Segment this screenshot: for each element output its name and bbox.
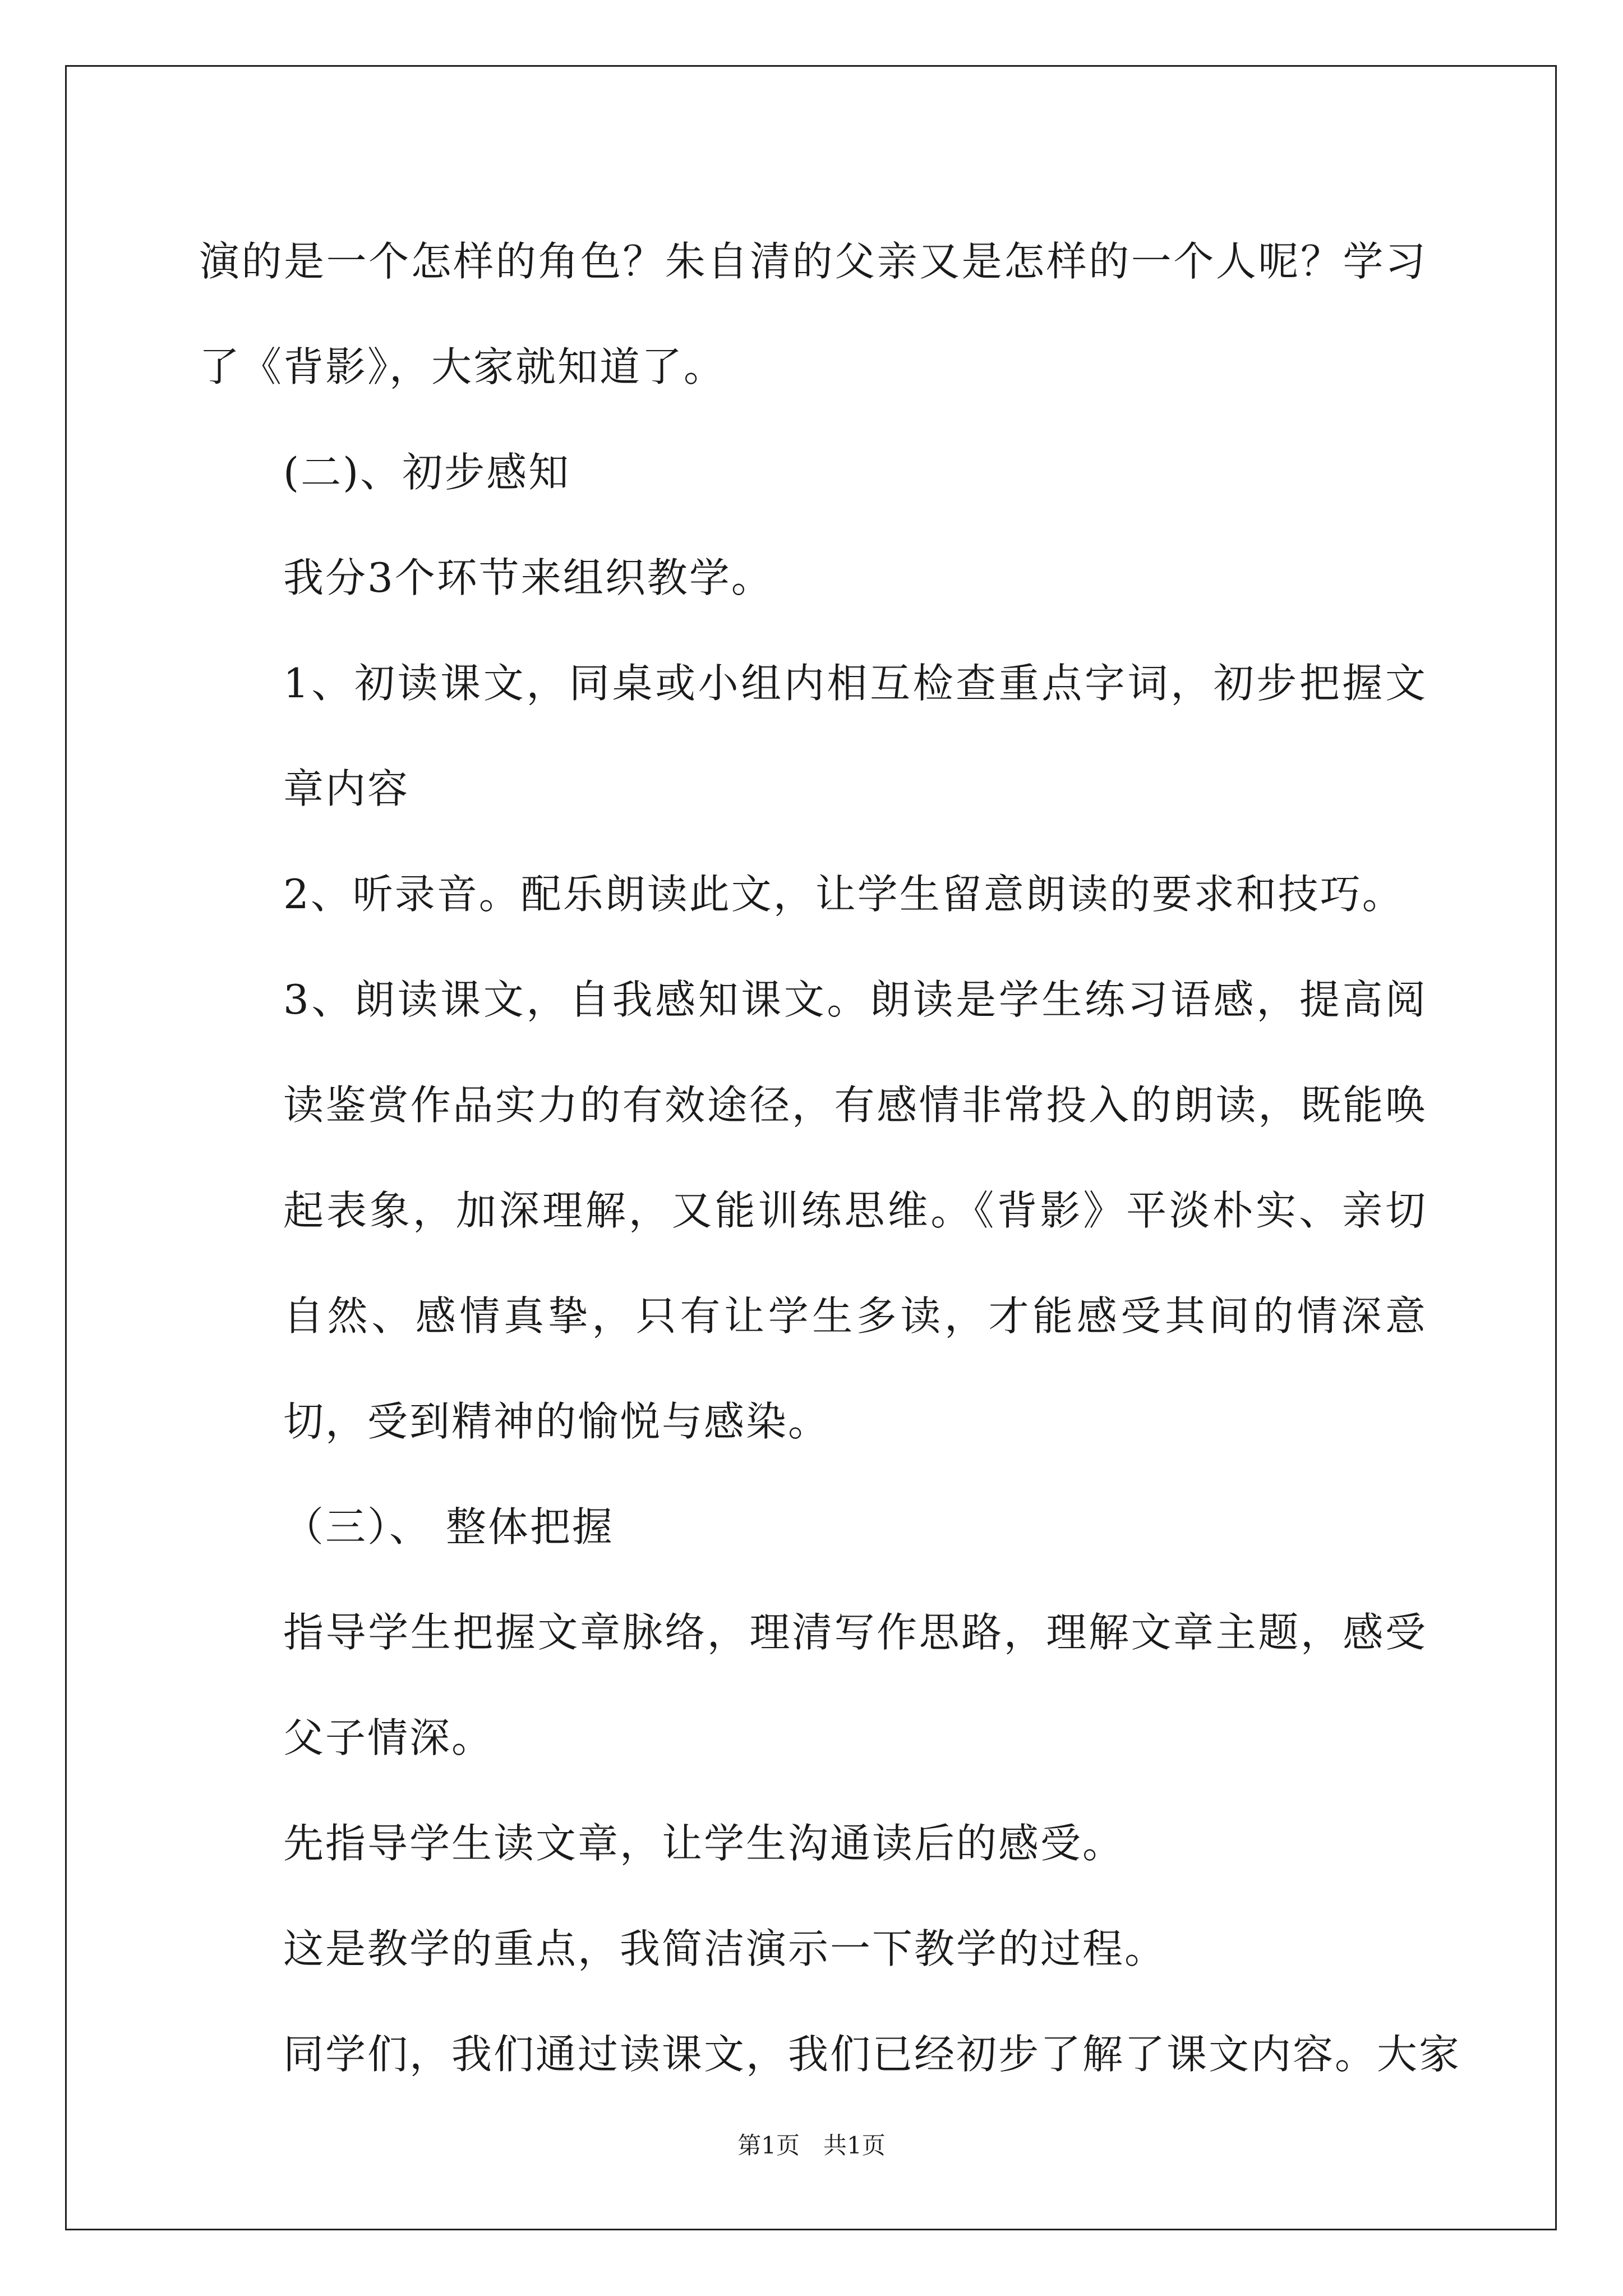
- paragraph: 我分3个环节来组织教学。: [283, 554, 773, 601]
- document-body: [199, 209, 1461, 2107]
- page-number: 第1页 共1页: [737, 2132, 886, 2159]
- paragraph: 先指导学生读文章，让学生沟通读后的感受。: [283, 1820, 1125, 1867]
- section-heading: (二)、初步感知: [283, 449, 571, 496]
- paragraph: 同学们，我们通过读课文，我们已经初步了解了课文内容。大家: [283, 2031, 1461, 2078]
- section-heading: （三）、 整体把握: [283, 1503, 614, 1550]
- paragraph: 指导学生把握文章脉络，理清写作思路，理解文章主题，感受父子情深。: [283, 1609, 1427, 1761]
- paragraph: 1、初读课文，同桌或小组内相互检查重点字词，初步把握文章内容: [283, 660, 1427, 812]
- paragraph: 2、听录音。配乐朗读此文，让学生留意朗读的要求和技巧。: [283, 871, 1404, 918]
- paragraph: 演的是一个怎样的角色？朱自清的父亲又是怎样的一个人呢？学习了《背影》，大家就知道了。: [199, 238, 1427, 390]
- paragraph: 3、朗读课文，自我感知课文。朗读是学生练习语感，提高阅读鉴赏作品实力的有效途径，有感情非常投入的朗读，既能唤起表象，加深理解，又能训练思维。《背影》平淡朴实、亲切自然、感情真挚，只有让学生多读，才能感受其间的情深意切，受到精神的愉悦与感染。: [283, 976, 1427, 1445]
- paragraph: 这是教学的重点，我简洁演示一下教学的过程。: [283, 1925, 1167, 1972]
